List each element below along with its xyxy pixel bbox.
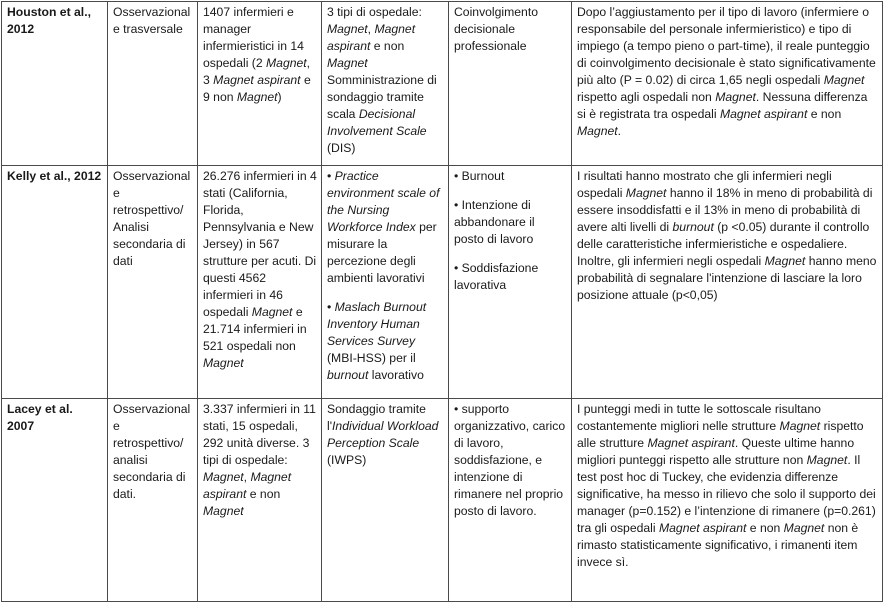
study-name: Kelly et al., 2012 bbox=[7, 169, 102, 183]
results-cell: Dopo l’aggiustamento per il tipo di lavoro (infermiere o responsabile del personale infermieristico) e tipo di impiego (a tempo pieno o part-time), il reale punteggio di coinvolgimento decisionale è stato significativamente più alto (P = 0.02) di circa 1,65 negli ospedali Magnet rispetto agli ospedali non Magnet. Nessuna differenza si è registrata tra ospedali Magnet aspirant e non Magnet. bbox=[572, 2, 883, 166]
design-cell: Osservazional e retrospettivo/ analisi secondaria di dati. bbox=[108, 399, 198, 602]
study-cell bbox=[2, 399, 108, 602]
results-cell: I punteggi medi in tutte le sottoscale risultano costantemente migliori nelle strutture Magnet rispetto alle strutture Magnet aspirant. Queste ultime hanno migliori punteggi rispetto alle strutture non Magnet. Il test post hoc di Tuckey, che evidenzia differenze significative, ha messo in rilievo che solo il supporto dei manager (p=0.152) e l’intenzione di rimanere (p=0.261) tra gli ospedali Magnet aspirant e non Magnet non è rimasto statisticamente significativo, i rimanenti item invece sì. bbox=[572, 399, 883, 602]
tools-cell: 3 tipi di ospedale: Magnet, Magnet aspirant e non Magnet Somministrazione di sondaggio tramite scala Decisional Involvement Scale (DIS) bbox=[322, 2, 449, 166]
study-cell bbox=[2, 166, 108, 399]
outcomes-cell: • supporto organizzativo, carico di lavoro, soddisfazione, e intenzione di rimanere nel proprio posto di lavoro. bbox=[449, 399, 572, 602]
outcomes-cell: Coinvolgimento decisionale professionale bbox=[449, 2, 572, 166]
study-name: Houston et al., 2012 bbox=[7, 5, 91, 36]
table-row bbox=[2, 166, 883, 399]
tools-cell: Sondaggio tramite l'Individual Workload Perception Scale (IWPS) bbox=[322, 399, 449, 602]
design-cell: Osservazional e retrospettivo/ Analisi secondaria di dati bbox=[108, 166, 198, 399]
study-cell bbox=[2, 2, 108, 166]
outcomes-cell: • Burnout • Intenzione di abbandonare il posto di lavoro • Soddisfazione lavorativa bbox=[449, 166, 572, 399]
literature-review-table bbox=[1, 1, 883, 602]
study-name: Lacey et al. 2007 bbox=[7, 402, 73, 433]
results-cell: I risultati hanno mostrato che gli infermieri negli ospedali Magnet hanno il 18% in meno di probabilità di essere insoddisfatti e il 13% in meno di probabilità di avere alti livelli di burnout (p <0.05) durante il controllo delle caratteristiche infermieristiche e ospedaliere. Inoltre, gli infermieri negli ospedali Magnet hanno meno probabilità di segnalare l'intenzione di lasciare la loro posizione attuale (p<0,05) bbox=[572, 166, 883, 399]
design-cell: Osservazional e trasversale bbox=[108, 2, 198, 166]
sample-cell: 3.337 infermieri in 11 stati, 15 ospedali, 292 unità diverse. 3 tipi di ospedale: Magnet, Magnet aspirant e non Magnet bbox=[198, 399, 322, 602]
sample-cell: 1407 infermieri e manager infermieristici in 14 ospedali (2 Magnet, 3 Magnet aspirant e 9 non Magnet) bbox=[198, 2, 322, 166]
tools-cell: • Practice environment scale of the Nursing Workforce Index per misurare la percezione degli ambienti lavorativi • Maslach Burnout Inventory Human Services Survey (MBI-HSS) per il burnout lavorativo bbox=[322, 166, 449, 399]
table-row bbox=[2, 2, 883, 166]
sample-cell: 26.276 infermieri in 4 stati (California, Florida, Pennsylvania e New Jersey) in 567 strutture per acuti. Di questi 4562 infermieri in 46 ospedali Magnet e 21.714 infermieri in 521 ospedali non Magnet bbox=[198, 166, 322, 399]
table-row bbox=[2, 399, 883, 602]
